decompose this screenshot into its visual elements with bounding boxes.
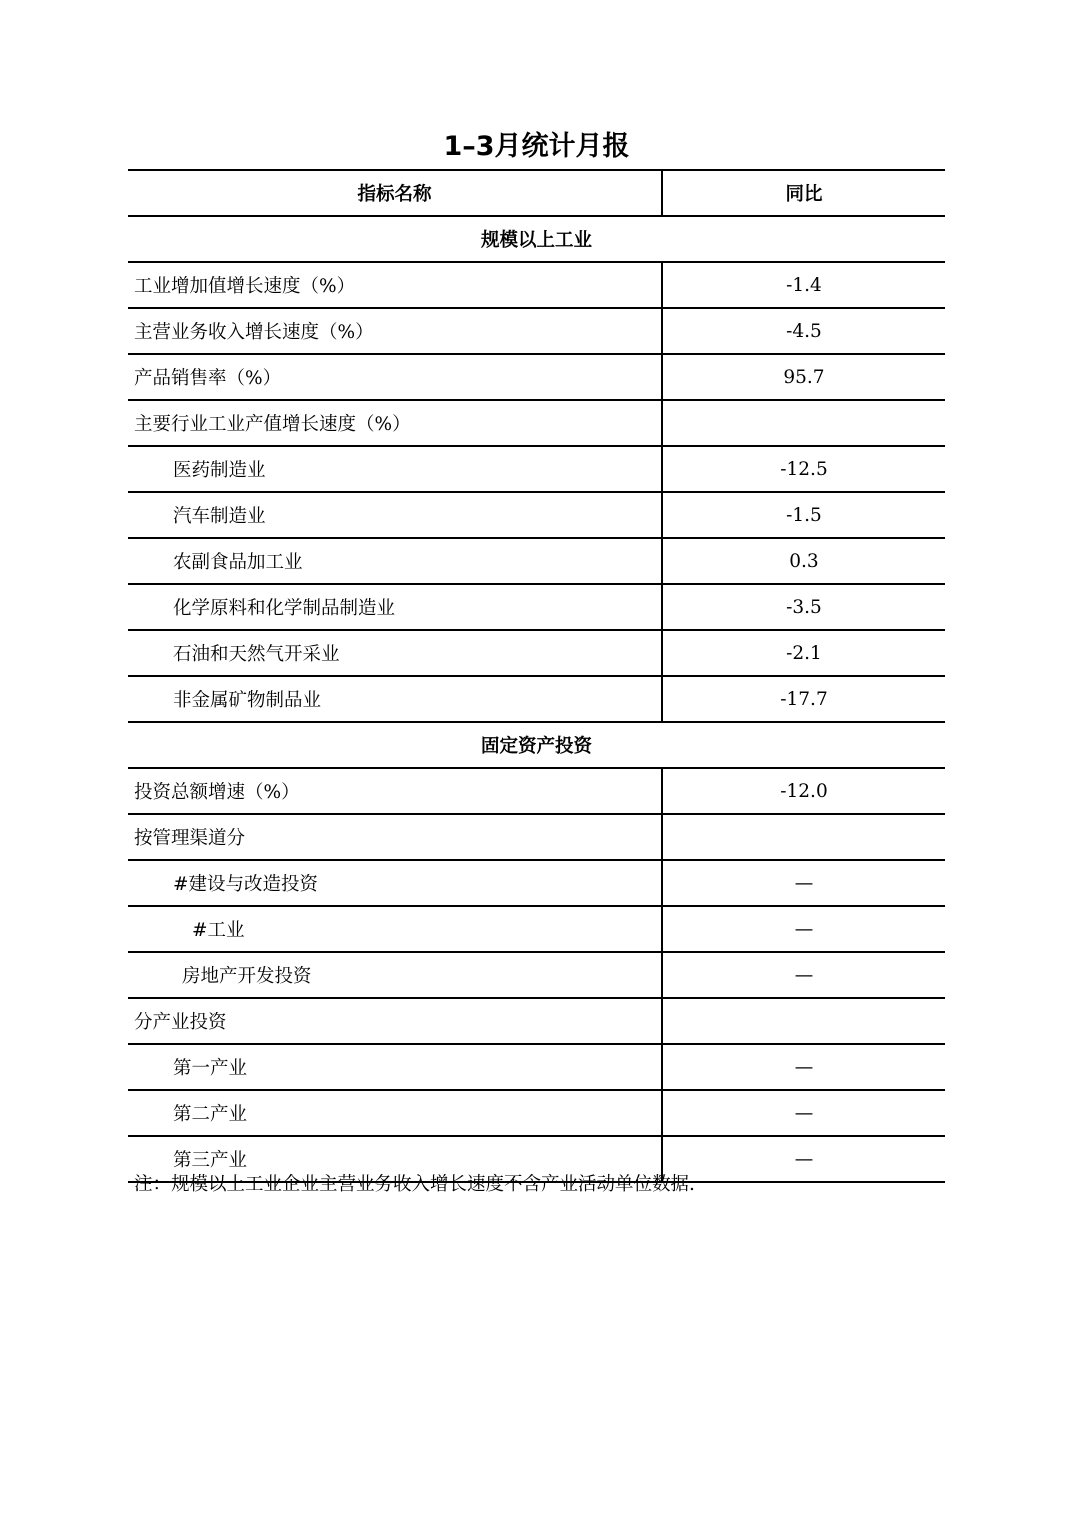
indicator-name: 房地产开发投资 — [128, 953, 663, 997]
indicator-value: -3.5 — [786, 596, 822, 618]
indicator-value: -17.7 — [780, 688, 828, 710]
table-row — [128, 1091, 945, 1137]
table-row — [128, 999, 945, 1045]
indicator-value: -2.1 — [786, 642, 822, 664]
table-row — [128, 263, 945, 309]
header-indicator-name: 指标名称 — [128, 171, 663, 215]
indicator-value: 0.3 — [789, 550, 819, 572]
indicator-name: 第二产业 — [128, 1091, 663, 1135]
indicator-value: — — [794, 918, 814, 940]
section-row-investment — [128, 723, 945, 769]
indicator-name: 第一产业 — [128, 1045, 663, 1089]
indicator-name: 非金属矿物制品业 — [128, 677, 663, 721]
indicator-name: 主要行业工业产值增长速度（%） — [128, 401, 663, 445]
table-row — [128, 401, 945, 447]
indicator-name: 投资总额增速（%） — [128, 769, 663, 813]
table-row — [128, 907, 945, 953]
indicator-value: — — [794, 964, 814, 986]
indicator-name: 医药制造业 — [128, 447, 663, 491]
indicator-value: -1.5 — [786, 504, 822, 526]
indicator-name: 农副食品加工业 — [128, 539, 663, 583]
indicator-value — [663, 401, 945, 445]
indicator-value: — — [794, 1148, 814, 1170]
table-row — [128, 677, 945, 723]
indicator-name: 产品销售率（%） — [128, 355, 663, 399]
table-row — [128, 493, 945, 539]
indicator-name: #工业 — [128, 907, 663, 951]
table-row — [128, 769, 945, 815]
indicator-value: -12.5 — [780, 458, 828, 480]
table-row — [128, 861, 945, 907]
indicator-name: #建设与改造投资 — [128, 861, 663, 905]
indicator-value: — — [794, 1056, 814, 1078]
indicator-value: 95.7 — [783, 366, 825, 388]
table-row — [128, 447, 945, 493]
table-row — [128, 815, 945, 861]
indicator-value: -4.5 — [786, 320, 822, 342]
section-title-investment: 固定资产投资 — [480, 736, 592, 757]
indicator-value: — — [794, 1102, 814, 1124]
table-row — [128, 631, 945, 677]
indicator-name: 第三产业 — [128, 1137, 663, 1181]
indicator-name: 分产业投资 — [128, 999, 663, 1043]
table-header-row — [128, 171, 945, 217]
indicator-value — [663, 815, 945, 859]
table-row — [128, 1045, 945, 1091]
section-title-industry: 规模以上工业 — [480, 230, 592, 251]
statistics-table — [128, 169, 945, 1183]
section-row-industry — [128, 217, 945, 263]
indicator-name: 按管理渠道分 — [128, 815, 663, 859]
report-title: 1–3月统计月报 — [443, 131, 630, 162]
indicator-value — [663, 999, 945, 1043]
indicator-value: -12.0 — [780, 780, 828, 802]
indicator-value: — — [794, 872, 814, 894]
table-row — [128, 585, 945, 631]
indicator-name: 工业增加值增长速度（%） — [128, 263, 663, 307]
table-row — [128, 355, 945, 401]
indicator-value: -1.4 — [786, 274, 822, 296]
table-row — [128, 953, 945, 999]
indicator-name: 石油和天然气开采业 — [128, 631, 663, 675]
footnote: 注：规模以上工业企业主营业务收入增长速度不含产业活动单位数据. — [134, 1174, 695, 1195]
indicator-name: 汽车制造业 — [128, 493, 663, 537]
table-row — [128, 539, 945, 585]
indicator-name: 主营业务收入增长速度（%） — [128, 309, 663, 353]
header-yoy: 同比 — [785, 184, 823, 205]
table-row — [128, 309, 945, 355]
indicator-name: 化学原料和化学制品制造业 — [128, 585, 663, 629]
